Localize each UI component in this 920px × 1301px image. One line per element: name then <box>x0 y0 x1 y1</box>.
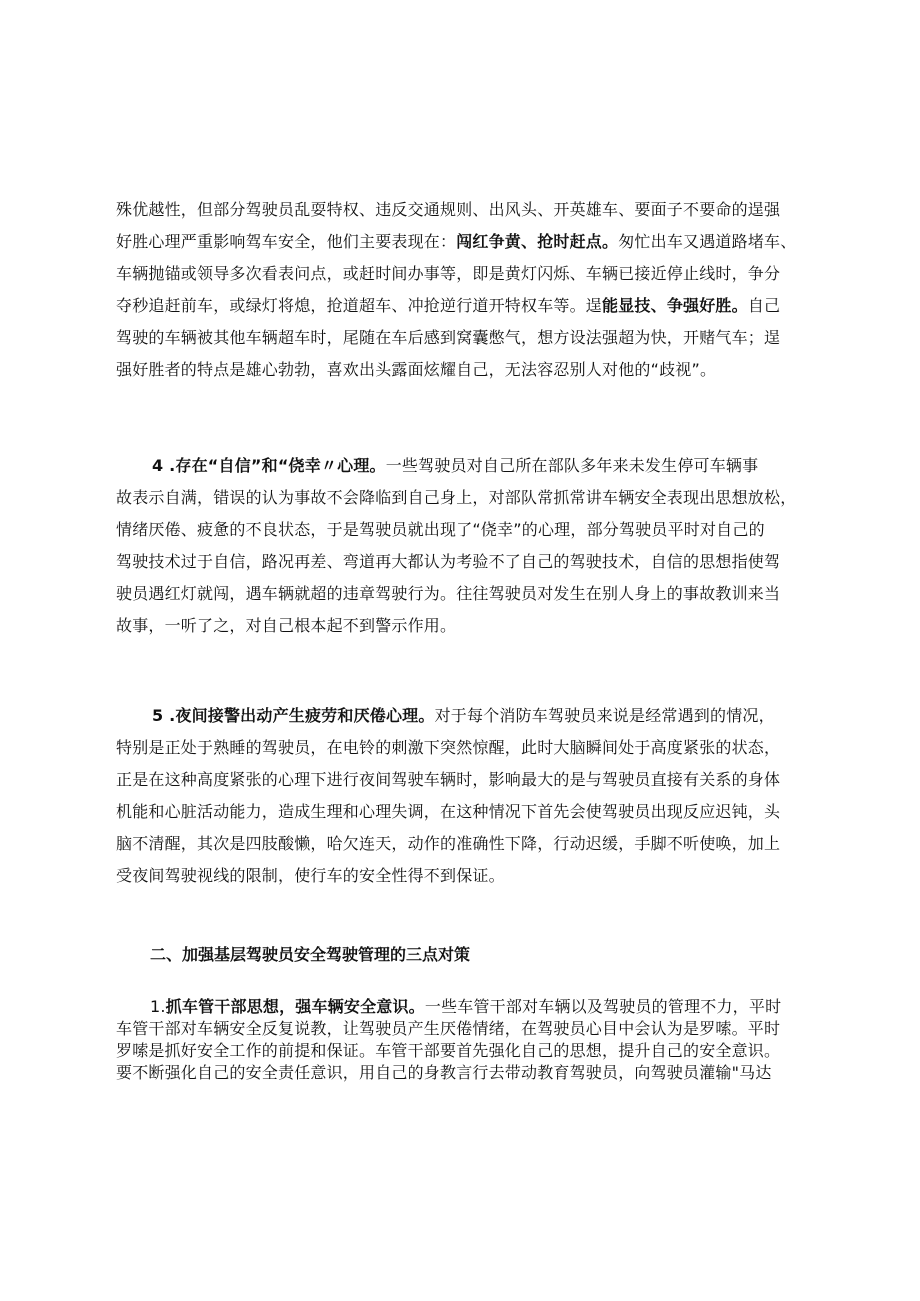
list-number: 1. <box>150 997 166 1016</box>
text-line: 罗嗦是抓好安全工作的前提和保证。车管干部要首先强化自己的思想，提升自己的安全意识。 <box>116 1041 781 1060</box>
paragraph-night-fatigue <box>116 700 806 892</box>
text-line: 受夜间驾驶视线的限制，使行车的安全性得不到保证。 <box>116 866 505 885</box>
paragraph-confidence-luck <box>116 450 806 642</box>
text-run: 自己 <box>747 296 781 315</box>
paragraph-management-countermeasure <box>116 996 806 1084</box>
paragraph-competitive-psychology <box>116 194 806 386</box>
text-line: 驾驶的车辆被其他车辆超车时，尾随在车后感到窝囊憋气，想方设法强超为快，开赌气车；逞 <box>116 328 781 347</box>
text-run: 对于每个消防车驾驶员来说是经常遇到的情况， <box>434 706 775 725</box>
text-line: 正是在这种高度紧张的心理下进行夜间驾驶车辆时，影响最大的是与驾驶员直接有关系的身体 <box>116 770 781 789</box>
text-line: 要不断强化自己的安全责任意识，用自己的身教言行去带动教育驾驶员，向驾驶员灌输"马达 <box>116 1063 772 1082</box>
text-run: 好胜心理严重影响驾车安全，他们主要表现在： <box>116 232 457 251</box>
text-line <box>116 996 806 1018</box>
text-line <box>116 226 806 258</box>
text-line: 情绪厌倦、疲惫的不良状态，于是驾驶员就出现了“侥幸”的心理，部分驾驶员平时对自己的 <box>116 520 765 539</box>
section-heading: 二、加强基层驾驶员安全驾驶管理的三点对策 <box>150 945 471 964</box>
text-line: 故表示自满，错误的认为事故不会降临到自己身上，对部队常抓常讲车辆安全表现出思想放松， <box>116 488 797 507</box>
text-run: 一些车管干部对车辆以及驾驶员的管理不力，平时 <box>424 997 782 1016</box>
text-run: 一些驾驶员对自己所在部队多年来未发生停可车辆事 <box>385 456 759 475</box>
text-line: 驾驶技术过于自信，路况再差、弯道再大都认为考验不了自己的驾驶技术，自信的思想指使驾 <box>116 552 781 571</box>
text-line: 车管干部对车辆安全反复说教，让驾驶员产生厌倦情绪，在驾驶员心目中会认为是罗嗦。平时 <box>116 1019 781 1038</box>
text-line: 车辆抛锚或领导多次看表问点，或赶时间办事等，即是黄灯闪烁、车辆已接近停止线时，争分 <box>116 264 781 283</box>
text-line: 特别是正处于熟睡的驾驶员，在电铃的刺激下突然惊醒，此时大脑瞬间处于高度紧张的状态， <box>116 738 781 757</box>
bold-phrase: 能显技、争强好胜。 <box>602 296 748 315</box>
text-line <box>116 700 806 732</box>
text-line: 强好胜者的特点是雄心勃勃，喜欢出头露面炫耀自己，无法容忍别人对他的“歧视”。 <box>116 360 717 379</box>
text-line: 驶员遇红灯就闯，遇车辆就超的违章驾驶行为。往往驾驶员对发生在别人身上的事故教训来当 <box>116 584 781 603</box>
bold-phrase: 闯红争黄、抢时赶点。 <box>456 232 619 251</box>
text-line: 脑不清醒，其次是四肢酸懒，哈欠连天，动作的准确性下降，行动迟缓，手脚不听使唤，加上 <box>116 834 781 853</box>
bold-heading-phrase: 抓车管干部思想，强车辆安全意识。 <box>165 997 425 1016</box>
bold-heading-phrase: 5 .夜间接警出动产生疲劳和厌倦心理。 <box>152 706 435 725</box>
text-run: 夺秒追赶前车，或绿灯将熄，抢道超车、冲抢逆行道开特权车等。逞 <box>116 296 603 315</box>
text-line: 殊优越性，但部分驾驶员乱耍特权、违反交通规则、出风头、开英雄车、要面子不要命的逞强 <box>116 200 781 219</box>
bold-heading-phrase: 4 .存在“自信”和“侥幸〃心理。 <box>152 456 386 475</box>
text-line: 机能和心脏活动能力，造成生理和心理失调，在这种情况下首先会使驾驶员出现反应迟钝，头 <box>116 802 781 821</box>
text-line <box>116 450 806 482</box>
text-line <box>116 290 806 322</box>
text-run: 匆忙出车又遇道路堵车、 <box>618 232 797 251</box>
text-line: 故事，一听了之，对自己根本起不到警示作用。 <box>116 616 457 635</box>
